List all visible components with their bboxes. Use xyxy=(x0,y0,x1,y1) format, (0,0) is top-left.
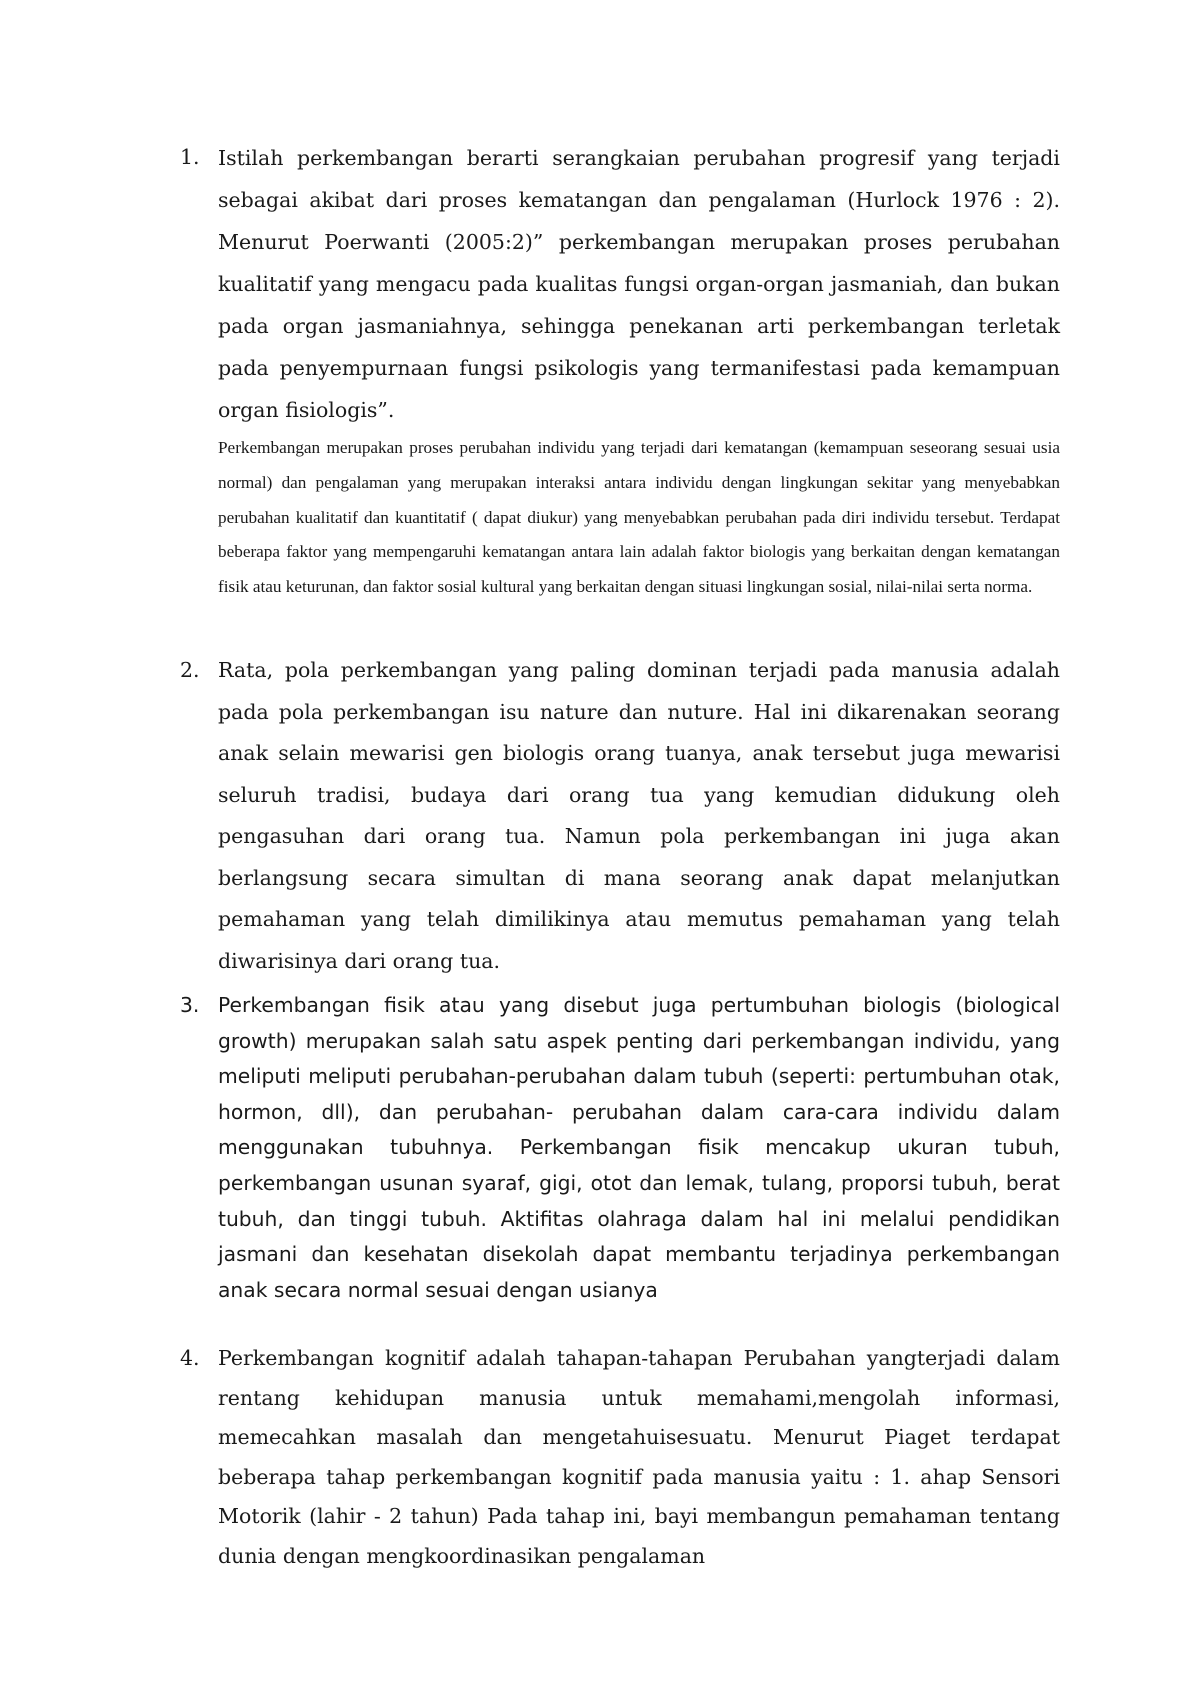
paragraph-1-main: Istilah perkembangan berarti serangkaian perubahan progresif yang terjadi sebagai akibat dari proses kematangan dan pengalaman (Hurlock 1976 : 2). Menurut Poerwanti (2005:2)” perkembangan merupakan proses perubahan kualitatif yang mengacu pada kualitas fungsi organ-organ jasmaniah, dan bukan pada organ jasmaniahnya, sehingga penekanan arti perkembangan terletak pada penyempurnaan fungsi psikologis yang termanifestasi pada kemampuan organ fisiologis”. xyxy=(218,146,1060,422)
paragraph-1-continuation: Perkembangan merupakan proses perubahan individu yang terjadi dari kematangan (kemampuan seseorang sesuai usia normal) dan pengalaman yang merupakan interaksi antara individu dengan lingkungan sekitar yang menyebabkan perubahan kualitatif dan kuantitatif ( dapat diukur) yang menyebabkan perubahan pada diri individu tersebut. Terdapat beberapa faktor yang mempengaruhi kematangan antara lain adalah faktor biologis yang berkaitan dengan kematangan fisik atau keturunan, dan faktor sosial kultural yang berkaitan dengan situasi lingkungan sosial, nilai-nilai serta norma. xyxy=(218,438,1060,597)
paragraph-3: Perkembangan fisik atau yang disebut juga pertumbuhan biologis (biological growth) merupakan salah satu aspek penting dari perkembangan individu, yang meliputi meliputi perubahan-perubahan dalam tubuh (seperti: pertumbuhan otak, hormon, dll), dan perubahan- perubahan dalam cara-cara individu dalam menggunakan tubuhnya. Perkembangan fisik mencakup ukuran tubuh, perkembangan usunan syaraf, gigi, otot dan lemak, tulang, proporsi tubuh, berat tubuh, dan tinggi tubuh. Aktifitas olahraga dalam hal ini melalui pendidikan jasmani dan kesehatan disekolah dapat membantu terjadinya perkembangan anak secara normal sesuai dengan usianya xyxy=(218,993,1060,1302)
list-number: 2. xyxy=(180,658,200,682)
list-item-1 xyxy=(180,137,1060,605)
list-item-2 xyxy=(180,650,1060,982)
list-item-3 xyxy=(180,988,1060,1308)
list-number: 1. xyxy=(180,145,200,169)
paragraph-4: Perkembangan kognitif adalah tahapan-tahapan Perubahan yangterjadi dalam rentang kehidupan manusia untuk memahami,mengolah informasi, memecahkan masalah dan mengetahuisesuatu. Menurut Piaget terdapat beberapa tahap perkembangan kognitif pada manusia yaitu : 1. ahap Sensori Motorik (lahir - 2 tahun) Pada tahap ini, bayi membangun pemahaman tentang dunia dengan mengkoordinasikan pengalaman xyxy=(218,1346,1060,1568)
list-number: 3. xyxy=(180,993,200,1017)
list-item-4 xyxy=(180,1339,1060,1576)
paragraph-2: Rata, pola perkembangan yang paling dominan terjadi pada manusia adalah pada pola perkembangan isu nature dan nuture. Hal ini dikarenakan seorang anak selain mewarisi gen biologis orang tuanya, anak tersebut juga mewarisi seluruh tradisi, budaya dari orang tua yang kemudian didukung oleh pengasuhan dari orang tua. Namun pola perkembangan ini juga akan berlangsung secara simultan di mana seorang anak dapat melanjutkan pemahaman yang telah dimilikinya atau memutus pemahaman yang telah diwarisinya dari orang tua. xyxy=(218,658,1060,973)
list-number: 4. xyxy=(180,1346,200,1370)
